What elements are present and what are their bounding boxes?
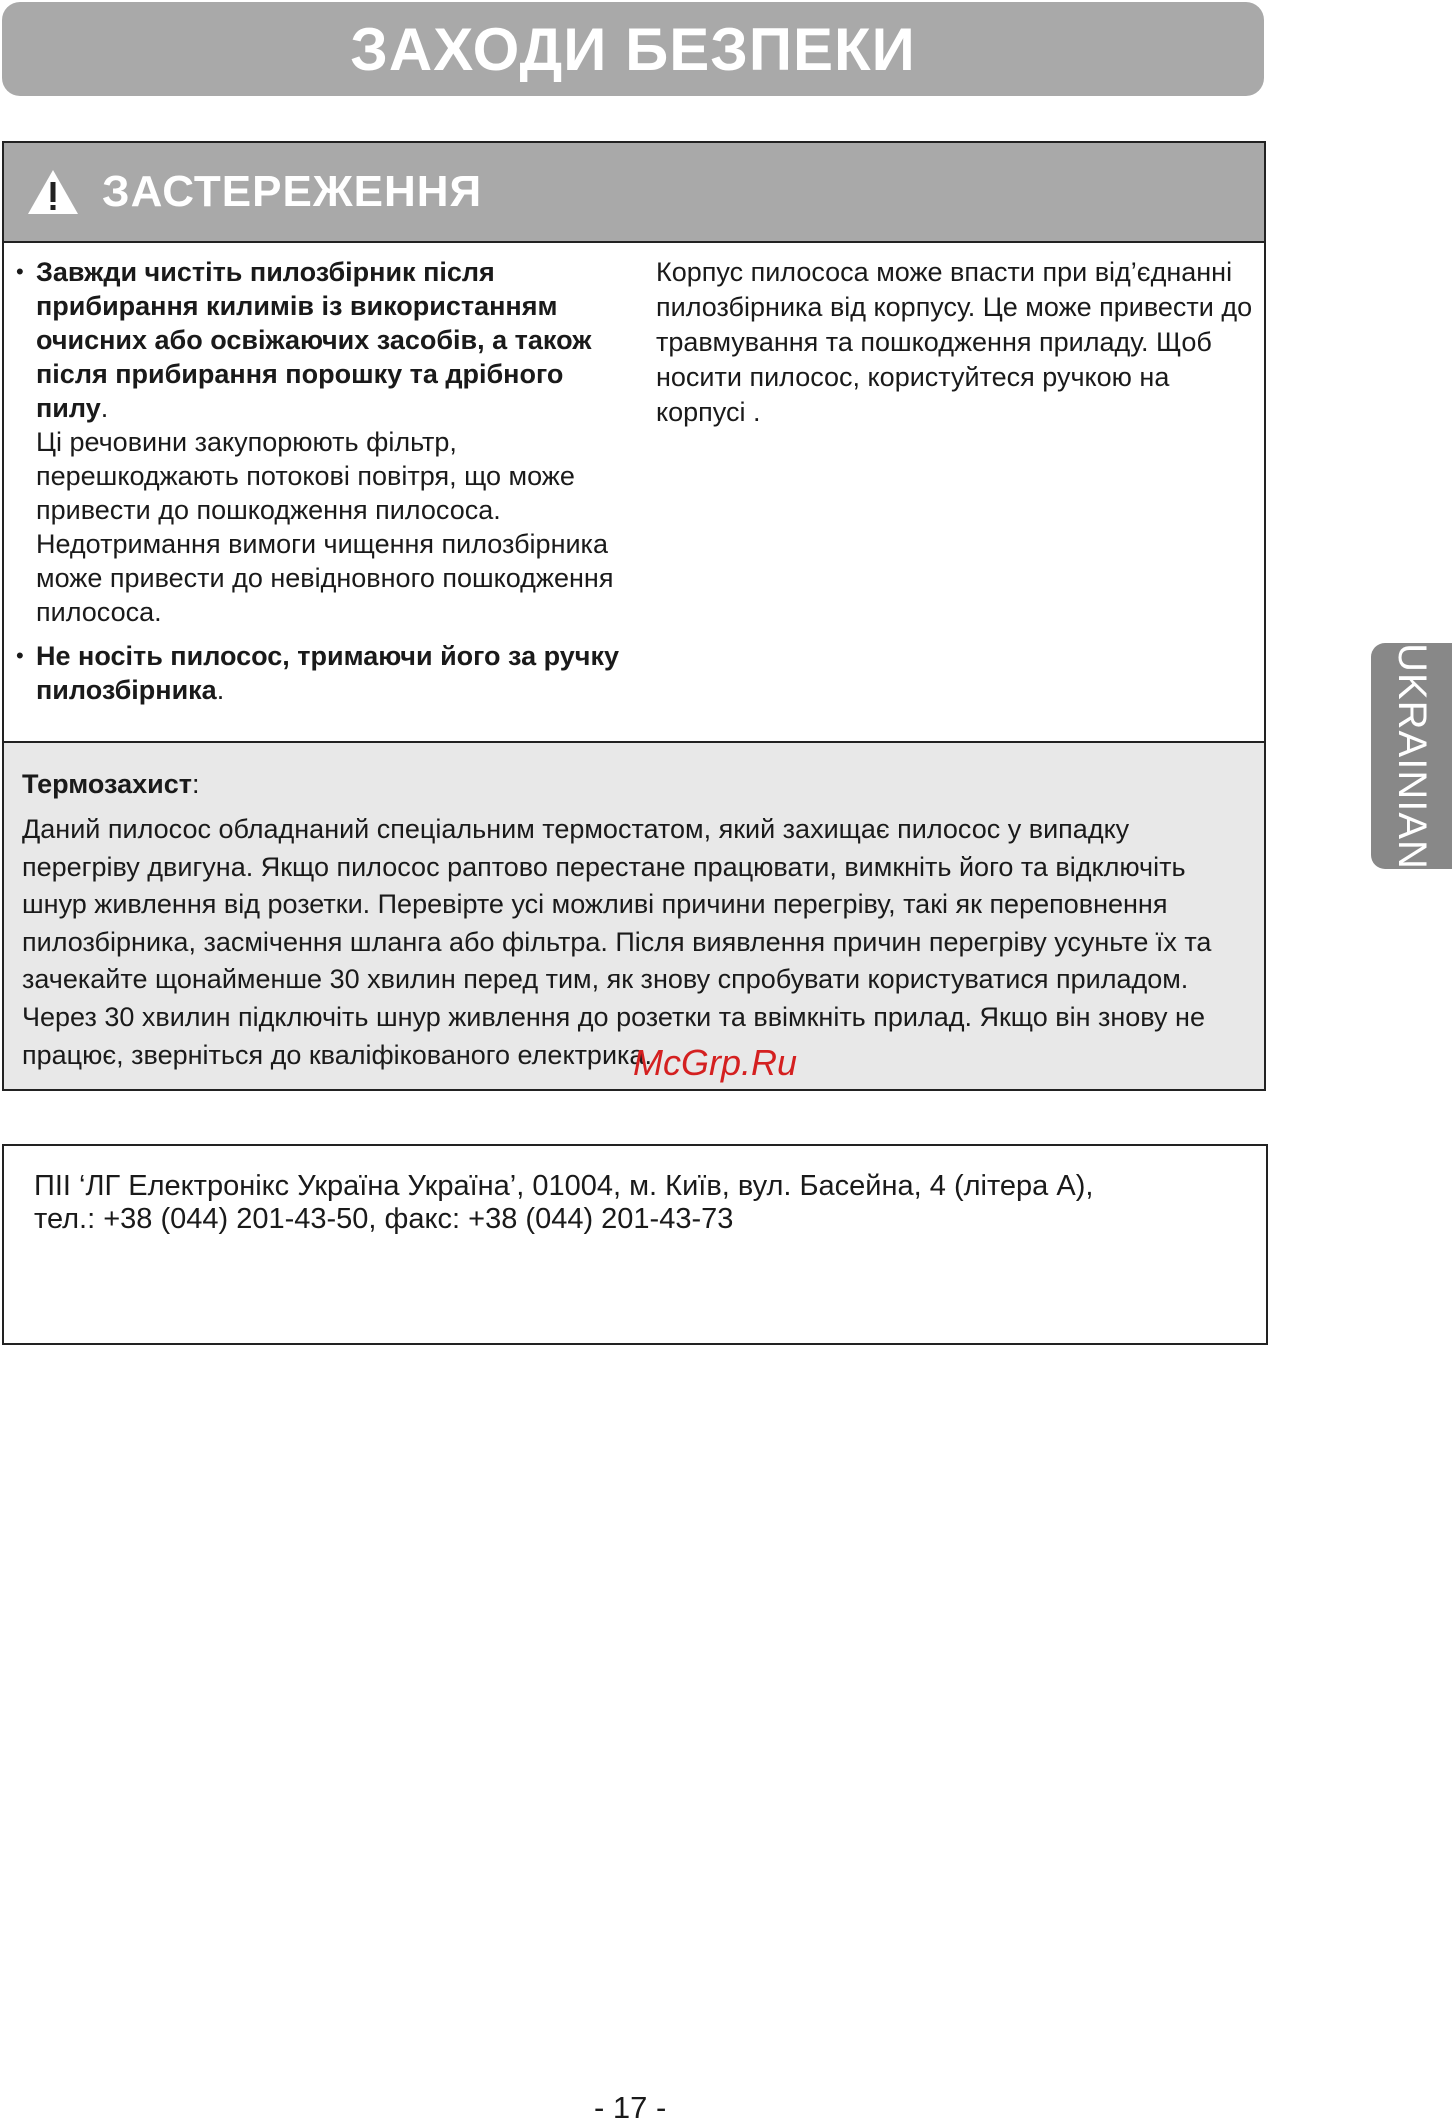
- watermark: McGrp.Ru: [633, 1042, 798, 1083]
- bullet-1-tail: .: [100, 393, 109, 423]
- address-line-1: ПІІ ‘ЛГ Електронікс Україна Україна’, 01004, м. Київ, вул. Басейна, 4 (літера А),: [34, 1170, 1094, 1202]
- warning-bullet-2: [16, 639, 636, 707]
- thermo-title: [22, 767, 1248, 801]
- warning-box: [2, 141, 1266, 1091]
- warning-right-text: Корпус пилососа може впасти при від’єднанні пилозбірника від корпусу. Це може привести до травмування та пошкодження приладу. Щоб носити пилосос, користуйтеся ручкою на корпусі .: [656, 257, 1253, 427]
- bullet-1-body: Ці речовини закупорюють фільтр, перешкоджають потокові повітря, що може привести до пошкодження пилососа. Недотримання вимоги чищення пилозбірника може привести до невідновного пошкодження пилососа.: [36, 427, 614, 627]
- title-bar: [2, 2, 1264, 96]
- bullet-2-tail: .: [216, 675, 225, 705]
- address-line-2: тел.: +38 (044) 201-43-50, факс: +38 (044) 201-43-73: [34, 1203, 734, 1235]
- bullet-dot: •: [16, 259, 24, 284]
- warning-left-column: [16, 255, 636, 707]
- language-label: UKRAINIAN: [1390, 642, 1434, 870]
- thermo-text: Даний пилосос обладнаний спеціальним термостатом, який захищає пилосос у випадку перегріву двигуна. Якщо пилосос раптово перестане працювати, вимкніть його та відключіть шнур живлення від розетки. Перевірте усі можливі причини перегріву, такі як переповнення пилозбірника, засмічення шланга або фільтра. Після виявлення причин перегріву усуньте їх та зачекайте щонайменше 30 хвилин перед тим, як знову спробувати користуватися приладом. Через 30 хвилин підключіть шнур живлення до розетки та ввімкніть прилад. Якщо він знову не працює, зверніться до кваліфікованого електрика.: [22, 814, 1212, 1070]
- language-side-tab: [1371, 643, 1452, 869]
- bullet-dot: •: [16, 643, 24, 668]
- bullet-1-bold: Завжди чистіть пилозбірник після прибирання килимів із використанням очисних або освіжаючих засобів, а також після прибирання порошку та дрібного пилу: [36, 257, 592, 423]
- warning-right-column: [656, 255, 1256, 430]
- page-title: ЗАХОДИ БЕЗПЕКИ: [350, 15, 916, 83]
- page-number: - 17 -: [594, 2090, 667, 2125]
- warning-body: [4, 243, 1264, 743]
- warning-triangle-icon: [26, 168, 80, 216]
- address-box: [2, 1144, 1268, 1345]
- thermo-title-colon: :: [192, 769, 200, 799]
- thermo-title-text: Термозахист: [22, 769, 192, 799]
- warning-header: [4, 143, 1264, 243]
- warning-bullet-1: [16, 255, 636, 425]
- thermo-protection-section: [4, 743, 1264, 1089]
- warning-heading: ЗАСТЕРЕЖЕННЯ: [102, 167, 483, 216]
- bullet-2-bold: Не носіть пилосос, тримаючи його за ручку пилозбірника: [36, 641, 619, 705]
